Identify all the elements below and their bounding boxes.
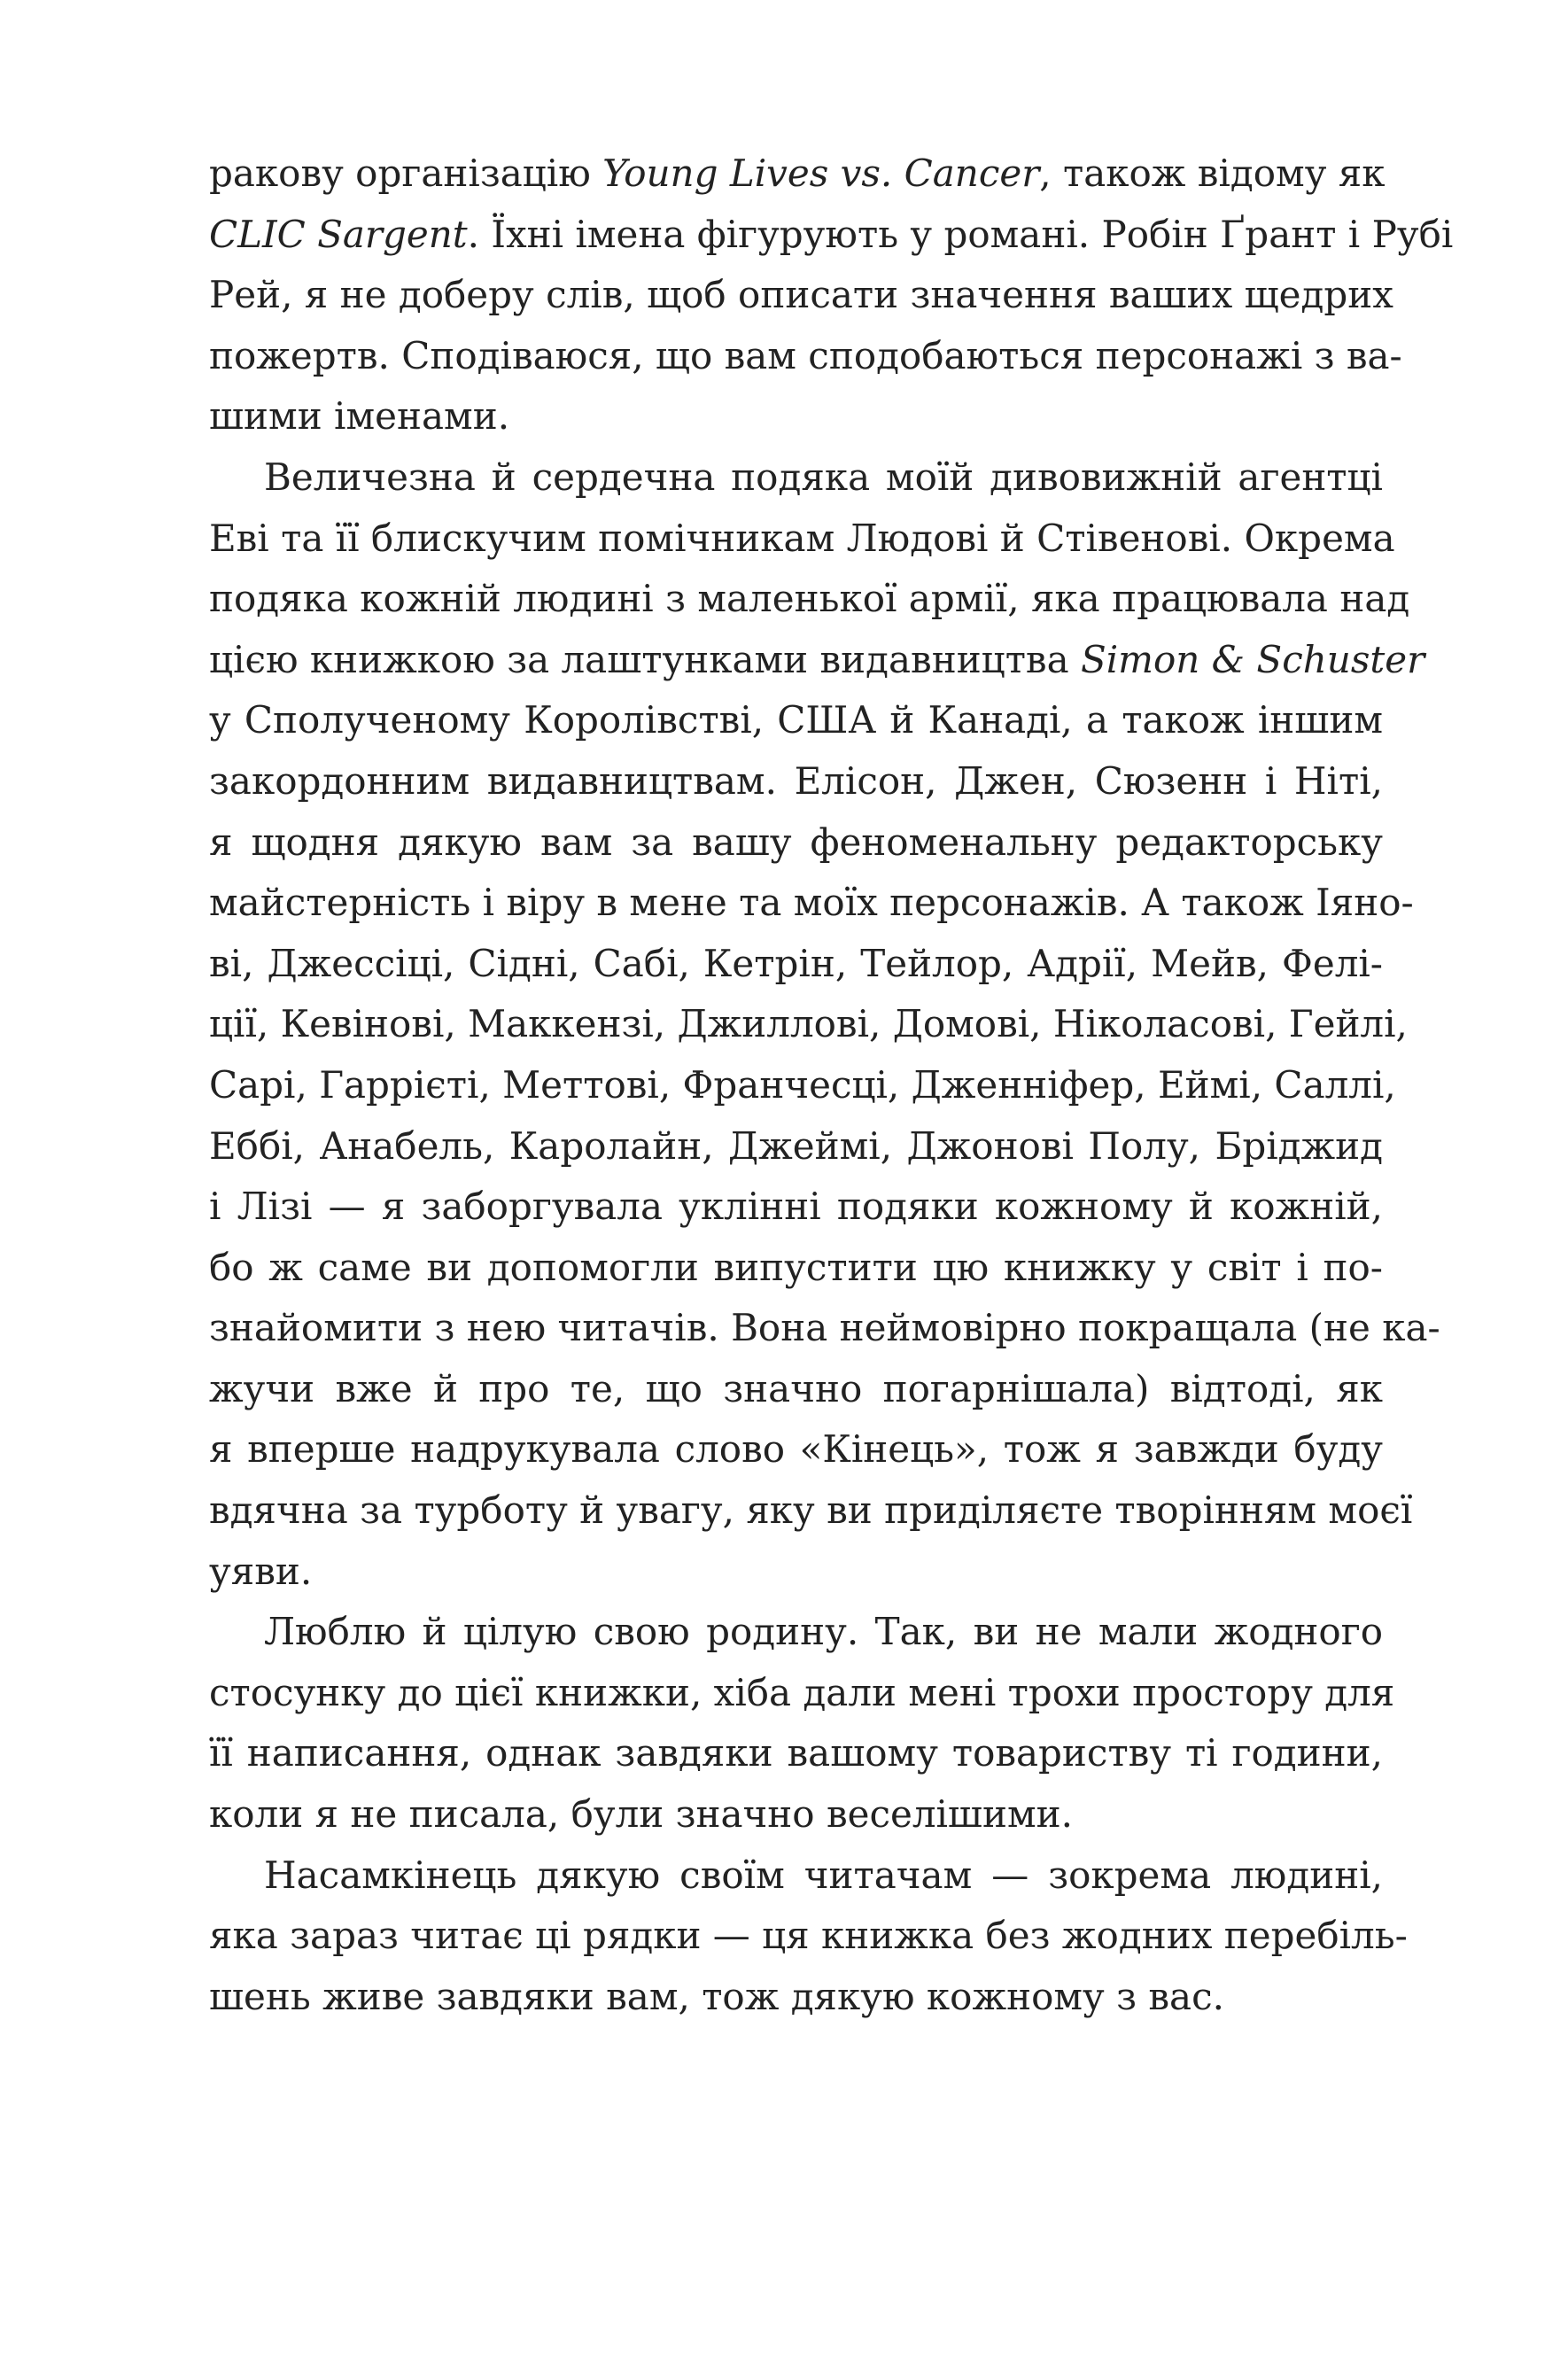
text-segment: майстерність і віру в мене та моїх персонажів. А також Іяно- <box>209 881 1414 925</box>
text-segment: яка зараз читає ці рядки — ця книжка без жодних перебіль- <box>209 1914 1408 1958</box>
text-line <box>209 1419 1383 1480</box>
text-segment: шими іменами. <box>209 394 510 439</box>
italic-segment: CLIC Sargent <box>209 212 468 256</box>
text-line <box>209 1055 1396 1116</box>
text-line <box>209 1602 1383 1663</box>
paragraph <box>209 1602 1395 1845</box>
body-text <box>209 144 1454 2027</box>
text-line <box>209 265 1393 326</box>
text-line <box>209 1784 1383 1845</box>
text-line <box>209 1663 1395 1724</box>
text-segment: ції, Кевінові, Маккензі, Джиллові, Домові, Ніколасові, Гейлі, <box>209 1002 1408 1046</box>
text-line <box>209 144 1386 205</box>
text-line <box>209 873 1414 934</box>
text-line <box>209 1298 1440 1359</box>
text-line <box>209 386 1383 447</box>
text-line <box>209 447 1383 509</box>
text-segment: Рей, я не доберу слів, щоб описати значення ваших щедрих <box>209 273 1393 317</box>
text-segment: Сарі, Гаррієті, Меттові, Франчесці, Дженніфер, Еймі, Саллі, <box>209 1062 1396 1107</box>
text-segment: вдячна за турботу й увагу, яку ви приділяєте творінням моєї <box>209 1488 1413 1533</box>
text-segment: знайомити з нею читачів. Вона неймовірно покращала (не ка- <box>209 1306 1440 1350</box>
text-segment: я щодня дякую вам за вашу феноменальну редакторську <box>209 820 1383 864</box>
text-segment: цією книжкою за лаштунками видавництва <box>209 637 1081 681</box>
text-segment: Еві та її блискучим помічникам Людові й Стівенові. Окрема <box>209 516 1395 560</box>
text-line <box>209 1967 1383 2028</box>
text-segment: я вперше надрукувала слово «Кінець», тож я завжди буду <box>209 1427 1383 1472</box>
text-segment: пожертв. Сподіваюся, що вам сподобаються персонажі з ва- <box>209 333 1402 377</box>
text-segment: бо ж саме ви допомогли випустити цю книжку у світ і по- <box>209 1245 1383 1289</box>
text-segment: Люблю й цілую свою родину. Так, ви не мали жодного <box>264 1610 1383 1654</box>
text-segment: ві, Джессіці, Сідні, Сабі, Кетрін, Тейлор, Адрії, Мейв, Фелі- <box>209 941 1383 985</box>
text-segment: у Сполученому Королівстві, США й Канаді, а також іншим <box>209 698 1383 742</box>
text-line <box>209 509 1395 570</box>
text-segment: . Їхні імена фігурують у романі. Робін Ґрант і Рубі <box>467 212 1454 256</box>
text-line <box>209 569 1410 630</box>
text-segment: стосунку до цієї книжки, хіба дали мені трохи простору для <box>209 1670 1395 1714</box>
text-segment: Еббі, Анабель, Каролайн, Джеймі, Джонові Полу, Бріджид <box>209 1123 1383 1168</box>
text-segment: жучи вже й про те, що значно погарнішала) відтоді, як <box>209 1366 1383 1410</box>
text-segment: Насамкінець дякую своїм читачам — зокрема людині, <box>264 1853 1383 1897</box>
italic-segment: Simon & Schuster <box>1080 637 1425 681</box>
text-line <box>209 751 1383 812</box>
text-line <box>209 1480 1413 1542</box>
text-line <box>209 1116 1383 1177</box>
text-segment: її написання, однак завдяки вашому товариству ті години, <box>209 1731 1383 1775</box>
text-line <box>209 1177 1383 1238</box>
text-segment: подяка кожній людині з маленької армії, яка працювала над <box>209 577 1410 621</box>
text-segment: закордонним видавництвам. Елісон, Джен, Сюзенн і Ніті, <box>209 758 1383 803</box>
text-line <box>209 630 1425 691</box>
text-line <box>209 934 1383 995</box>
text-line <box>209 205 1454 266</box>
text-line <box>209 1845 1383 1907</box>
text-segment: ракову організацію <box>209 151 603 195</box>
paragraph <box>209 144 1454 447</box>
text-segment: , також відому як <box>1039 151 1386 195</box>
text-line <box>209 690 1383 751</box>
text-segment: шень живе завдяки вам, тож дякую кожному з вас. <box>209 1974 1224 2018</box>
text-line <box>209 1359 1383 1420</box>
italic-segment: Young Lives vs. Cancer <box>602 151 1040 195</box>
paragraph <box>209 1845 1408 2028</box>
text-line <box>209 1906 1408 1967</box>
text-line <box>209 994 1408 1055</box>
text-line <box>209 1238 1383 1299</box>
text-line <box>209 1542 1383 1603</box>
paragraph <box>209 447 1440 1602</box>
text-line <box>209 1723 1383 1784</box>
text-line <box>209 326 1402 387</box>
text-segment: і Лізі — я заборгувала уклінні подяки кожному й кожній, <box>209 1185 1383 1229</box>
text-line <box>209 812 1383 874</box>
text-segment: коли я не писала, були значно веселішими. <box>209 1792 1073 1837</box>
text-segment: Величезна й сердечна подяка моїй дивовижній агентці <box>264 454 1383 499</box>
text-segment: уяви. <box>209 1549 313 1593</box>
